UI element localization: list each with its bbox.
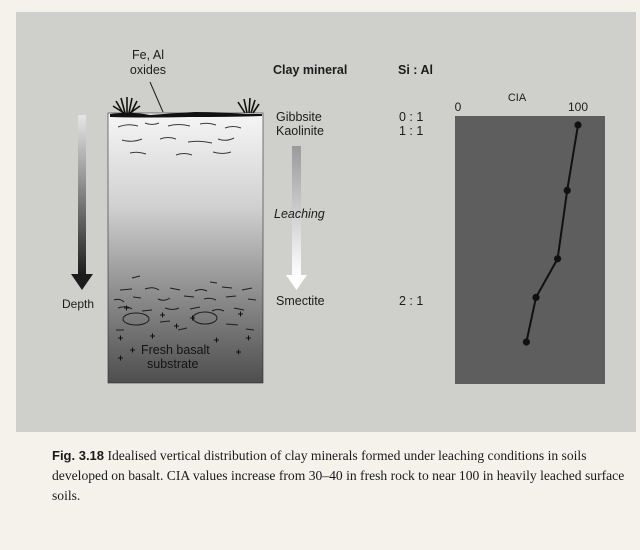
cia-data-point-4: [523, 338, 530, 345]
cia-axis-min-label: 0: [454, 100, 462, 114]
fresh-basalt-label: [141, 343, 210, 371]
caption-text: Idealised vertical distribution of clay minerals formed under leaching conditions in soils developed on basalt. CIA values increase from 30–40 in fresh rock to near 100 in heavily leached surface soils.: [52, 448, 625, 503]
fresh-basalt-line1: Fresh basalt: [141, 343, 210, 357]
cia-data-point-3: [532, 294, 539, 301]
figure-caption: [52, 446, 627, 506]
cia-data-point-1: [564, 187, 571, 194]
fe-al-oxides-line1: Fe, Al: [132, 48, 164, 62]
fe-al-oxides-label: [118, 48, 178, 78]
depth-label: Depth: [62, 297, 95, 311]
figure-number: Fig. 3.18: [52, 448, 105, 463]
cia-chart-panel: [455, 116, 605, 384]
cia-chart-title: CIA: [507, 92, 527, 104]
kaolinite-label: Kaolinite: [276, 124, 324, 138]
ratio-gibbsite: 0 : 1: [399, 110, 424, 124]
cia-data-point-2: [554, 255, 561, 262]
cia-axis-max-label: 100: [567, 100, 589, 114]
leaching-label: Leaching: [274, 207, 325, 221]
fresh-basalt-line2: substrate: [147, 357, 199, 371]
ratio-kaolinite: 1 : 1: [399, 124, 424, 138]
clay-mineral-header: Clay mineral: [273, 63, 348, 77]
smectite-label: Smectite: [276, 294, 325, 308]
si-al-header: Si : Al: [398, 63, 433, 77]
cia-data-point-0: [574, 121, 581, 128]
fe-al-oxides-line2: oxides: [129, 63, 167, 77]
ratio-smectite: 2 : 1: [399, 294, 424, 308]
gibbsite-label: Gibbsite: [276, 110, 322, 124]
